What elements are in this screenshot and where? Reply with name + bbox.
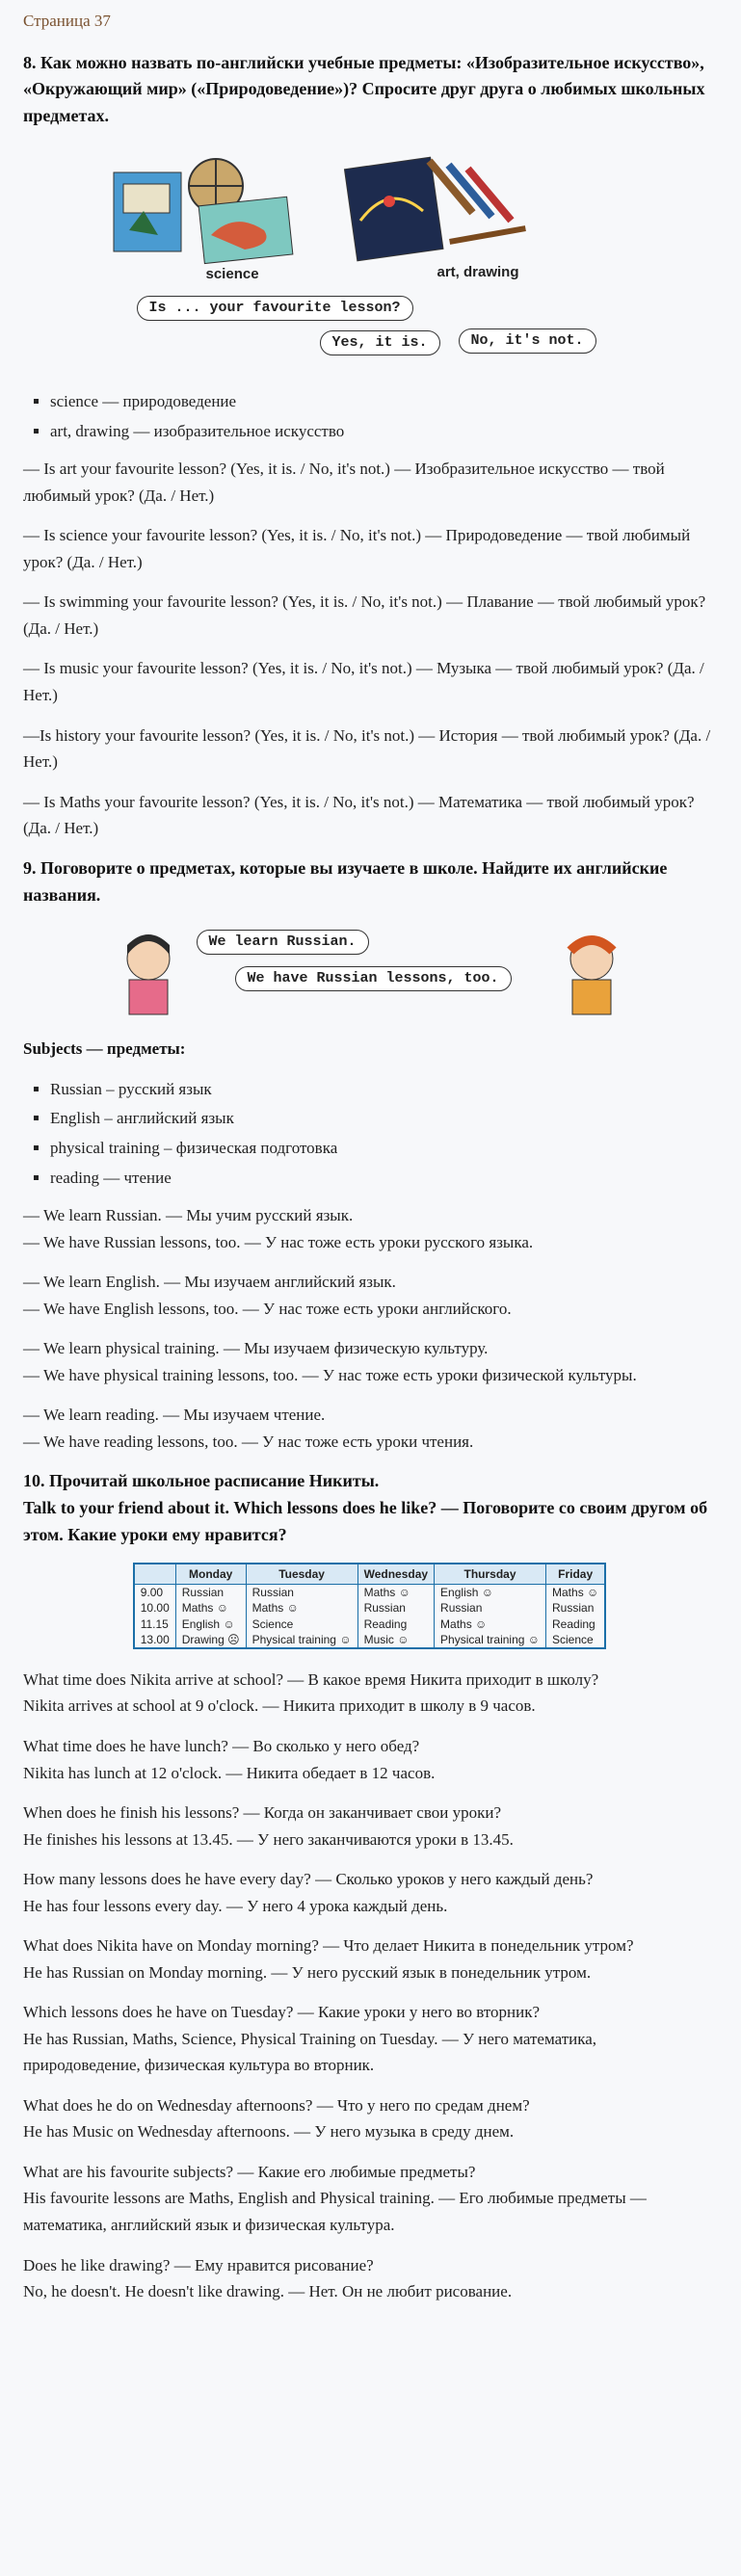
qa-pair [23,1733,716,1786]
table-cell: Physical training ☺ [246,1632,357,1648]
answer-line: Nikita has lunch at 12 o'clock. — Никита обедает в 12 часов. [23,1763,436,1782]
schedule-table [133,1563,607,1649]
table-cell: Russian [435,1600,546,1616]
subjects-list [23,1076,716,1191]
dialog-line: — We have physical training lessons, too. — У нас тоже есть уроки физической культуры. [23,1365,637,1384]
dialog-pair [23,1269,716,1322]
qa-pair [23,2159,716,2239]
qa-pair [23,2092,716,2145]
question-line: How many lessons does he have every day? — Сколько уроков у него каждый день? [23,1870,594,1889]
table-cell: Music ☺ [357,1632,434,1648]
schedule-header-row [134,1564,606,1585]
speech-bubble-we-learn: We learn Russian. [197,930,369,955]
dialog-paragraph: — Is swimming your favourite lesson? (Yes, it is. / No, it's not.) — Плавание — твой любимый урок? (Да. / Нет.) [23,592,706,638]
task-10-heading: 10. Прочитай школьное расписание Никиты. [23,1471,380,1491]
question-line: What does he do on Wednesday afternoons? — Что у него по средам днем? [23,2095,530,2115]
dialog-line: — We have English lessons, too. — У нас тоже есть уроки английского. [23,1299,512,1318]
table-cell: Reading [357,1617,434,1632]
dialog-line: — We learn reading. — Мы изучаем чтение. [23,1406,326,1425]
task-8-illustration [100,144,640,375]
table-cell: Russian [357,1600,434,1616]
speech-bubble-yes: Yes, it is. [320,330,440,355]
question-line: What does Nikita have on Monday morning? — Что делает Никита в понедельник утром? [23,1936,634,1956]
table-cell: Maths ☺ [546,1585,606,1601]
time-cell: 13.00 [134,1632,176,1648]
qa-pair [23,1932,716,1985]
table-cell: Physical training ☺ [435,1632,546,1648]
answer-line: His favourite lessons are Maths, English and Physical training. — Его любимые предметы — математика, английский язык и физическая культура. [23,2189,647,2234]
header-cell: Thursday [435,1564,546,1585]
time-cell: 9.00 [134,1585,176,1601]
answer-line: He has four lessons every day. — У него 4 урока каждый день. [23,1896,448,1915]
table-cell: Science [546,1632,606,1648]
dialog-line: — We learn Russian. — Мы учим русский язык. [23,1206,354,1225]
time-cell: 11.15 [134,1617,176,1632]
table-cell: Maths ☺ [246,1600,357,1616]
answer-line: He has Music on Wednesday afternoons. — У него музыка в среду днем. [23,2122,515,2142]
header-cell [134,1564,176,1585]
caption-art: art, drawing [437,264,519,281]
table-cell: Maths ☺ [435,1617,546,1632]
dialog-paragraph: — Is science your favourite lesson? (Yes, it is. / No, it's not.) — Природоведение — твой любимый урок? (Да. / Нет.) [23,526,691,571]
table-cell: Russian [175,1585,246,1601]
header-cell: Monday [175,1564,246,1585]
header-cell: Tuesday [246,1564,357,1585]
qa-pair [23,2252,716,2305]
dialog-line: — We have Russian lessons, too. — У нас тоже есть уроки русского языка. [23,1232,534,1251]
answer-line: Nikita arrives at school at 9 o'clock. — Никита приходит в школу в 9 часов. [23,1696,536,1716]
answer-line: He has Russian on Monday morning. — У него русский язык в понедельник утром. [23,1962,592,1982]
question-line: What time does Nikita arrive at school? — В какое время Никита приходит в школу? [23,1669,599,1689]
dialog-paragraph: — Is art your favourite lesson? (Yes, it is. / No, it's not.) — Изобразительное искусство — твой любимый урок? (Да. / Нет.) [23,460,665,505]
table-row [134,1632,606,1648]
dialog-pair [23,1335,716,1388]
list-item: ▪ science — природоведение [50,388,716,415]
table-cell: Russian [246,1585,357,1601]
task-9-illustration [100,922,640,1018]
header-cell: Wednesday [357,1564,434,1585]
answer-line: He has Russian, Maths, Science, Physical Training on Tuesday. — У него математика, природоведение, физическая культура во вторник. [23,2029,597,2075]
subjects-heading: Subjects — предметы: [23,1039,186,1059]
dialog-line: — We learn English. — Мы изучаем английский язык. [23,1273,396,1292]
table-cell: English ☺ [175,1617,246,1632]
table-cell: Maths ☺ [175,1600,246,1616]
table-cell: Drawing ☹ [175,1632,246,1648]
answer-line: No, he doesn't. He doesn't like drawing. — Нет. Он не любит рисование. [23,2282,513,2301]
qa-pair [23,1999,716,2079]
list-item: ▪ physical training – физическая подготовка [50,1135,716,1162]
speech-bubble-no: No, it's not. [459,329,596,354]
table-cell: Science [246,1617,357,1632]
task-10-title [23,1468,716,1549]
table-cell: English ☺ [435,1585,546,1601]
qa-pair [23,1800,716,1853]
list-item: ▪ English – английский язык [50,1105,716,1132]
school-supplies-illustration [100,144,640,288]
time-cell: 10.00 [134,1600,176,1616]
question-line: What time does he have lunch? — Во сколько у него обед? [23,1737,420,1755]
task-8-vocab-list [23,388,716,444]
task-9-title: 9. Поговорите о предметах, которые вы изучаете в школе. Найдите их английские названия. [23,857,668,905]
question-line: Does he like drawing? — Ему нравится рисование? [23,2255,374,2274]
list-item: ▪ reading — чтение [50,1165,716,1192]
table-cell: Russian [546,1600,606,1616]
answer-line: He finishes his lessons at 13.45. — У него заканчиваются уроки в 13.45. [23,1829,514,1849]
header-cell: Friday [546,1564,606,1585]
question-line: What are his favourite subjects? — Какие его любимые предметы? [23,2162,476,2181]
table-row [134,1585,606,1601]
table-row [134,1600,606,1616]
table-cell: Reading [546,1617,606,1632]
question-line: When does he finish his lessons? — Когда он заканчивает свои уроки? [23,1803,502,1823]
page-label: Страница 37 [23,12,111,30]
question-line: Which lessons does he have on Tuesday? — Какие уроки у него во вторник? [23,2003,541,2022]
speech-bubble-question: Is ... your favourite lesson? [137,296,413,321]
dialog-pair [23,1402,716,1455]
list-item: ▪ art, drawing — изобразительное искусство [50,418,716,445]
dialog-paragraph: — Is music your favourite lesson? (Yes, it is. / No, it's not.) — Музыка — твой любимый урок? (Да. / Нет.) [23,659,704,704]
dialog-paragraph: — Is Maths your favourite lesson? (Yes, it is. / No, it's not.) — Математика — твой любимый урок? (Да. / Нет.) [23,792,695,838]
dialog-line: — We have reading lessons, too. — У нас тоже есть уроки чтения. [23,1432,474,1451]
task-8-title: 8. Как можно назвать по-английски учебные предметы: «Изобразительное искусство», «Окружающий мир» («Природоведение»)? Спросите друг друга о любимых школьных предметах. [23,52,705,126]
dialog-line: — We learn physical training. — Мы изучаем физическую культуру. [23,1339,489,1358]
task-10-subheading: Talk to your friend about it. Which lessons does he like? — Поговорите со своим другом об этом. Какие уроки ему нравится? [23,1498,708,1545]
caption-science: science [205,266,259,283]
table-cell: Maths ☺ [357,1585,434,1601]
list-item: ▪ Russian – русский язык [50,1076,716,1103]
qa-pair [23,1866,716,1919]
dialog-paragraph: —Is history your favourite lesson? (Yes, it is. / No, it's not.) — История — твой любимый урок? (Да. / Нет.) [23,725,711,772]
table-row [134,1617,606,1632]
dialog-pair [23,1202,716,1255]
qa-pair [23,1667,716,1720]
speech-bubble-we-have: We have Russian lessons, too. [235,966,512,991]
